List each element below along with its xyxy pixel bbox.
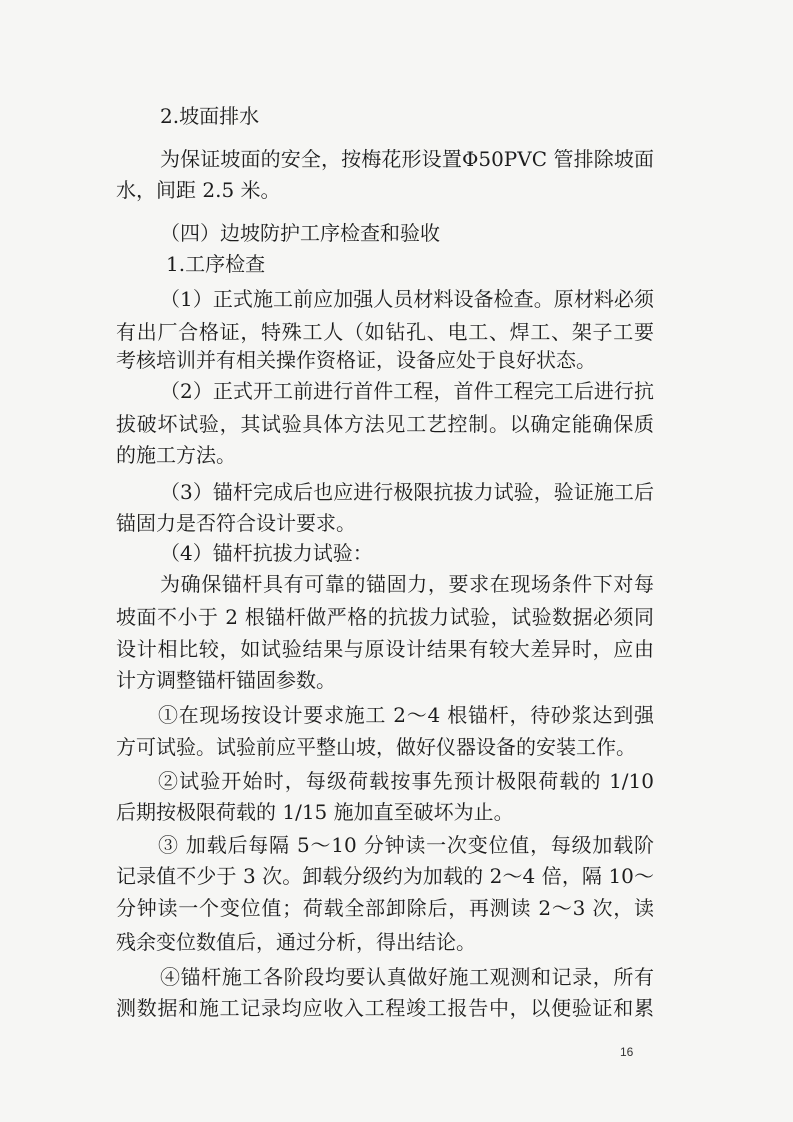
- paragraph-line: 拔破坏试验，其试验具体方法见工艺控制。以确定能确保质: [116, 412, 654, 436]
- paragraph-line: 测数据和施工记录均应收入工程竣工报告中，以便验证和累: [116, 996, 654, 1020]
- paragraph-line: 残余变位数值后，通过分析，得出结论。: [116, 930, 476, 954]
- paragraph-line: 方可试验。试验前应平整山坡，做好仪器设备的安装工作。: [116, 735, 636, 759]
- paragraph-line: 坡面不小于 2 根锚杆做严格的抗拔力试验，试验数据必须同: [116, 605, 654, 629]
- section-heading-inspection: （四）边坡防护工序检查和验收: [160, 221, 440, 245]
- paragraph-line: （3）锚杆完成后也应进行极限抗拔力试验，验证施工后: [160, 480, 654, 504]
- heading-slope-drainage: 2.坡面排水: [160, 104, 260, 128]
- paragraph-line: 考核培训并有相关操作资格证，设备应处于良好状态。: [116, 348, 596, 372]
- paragraph-line: 水，间距 2.5 米。: [116, 178, 281, 202]
- paragraph-line: （1）正式施工前应加强人员材料设备检查。原材料必须: [160, 287, 654, 311]
- paragraph-line: 计方调整锚杆锚固参数。: [116, 668, 336, 692]
- paragraph-line: 为保证坡面的安全，按梅花形设置Φ50PVC 管排除坡面: [160, 147, 654, 171]
- paragraph-line: （2）正式开工前进行首件工程，首件工程完工后进行抗: [160, 379, 654, 403]
- paragraph-line: ②试验开始时，每级荷载按事先预计极限荷载的 1/10: [158, 769, 654, 793]
- paragraph-line: 为确保锚杆具有可靠的锚固力，要求在现场条件下对每: [160, 572, 654, 596]
- paragraph-line: 记录值不少于 3 次。卸载分级约为加载的 2～4 倍，隔 10～: [116, 864, 654, 888]
- paragraph-line: 分钟读一个变位值；荷载全部卸除后，再测读 2～3 次，读: [116, 896, 654, 920]
- paragraph-line: 锚固力是否符合设计要求。: [116, 511, 356, 535]
- page-number: 16: [620, 1045, 634, 1059]
- paragraph-line: （4）锚杆抗拔力试验：: [160, 541, 373, 565]
- paragraph-line: ③ 加载后每隔 5～10 分钟读一次变位值，每级加载阶: [158, 833, 654, 857]
- paragraph-line: 设计相比较，如试验结果与原设计结果有较大差异时，应由: [116, 637, 654, 661]
- paragraph-line: ④锚杆施工各阶段均要认真做好施工观测和记录，所有: [160, 965, 654, 989]
- subheading-process-check: 1.工序检查: [166, 252, 266, 276]
- paragraph-line: 有出厂合格证，特殊工人（如钻孔、电工、焊工、架子工要: [116, 320, 654, 344]
- paragraph-line: 后期按极限荷载的 1/15 施加直至破坏为止。: [116, 800, 514, 824]
- paragraph-line: 的施工方法。: [116, 443, 236, 467]
- paragraph-line: ①在现场按设计要求施工 2～4 根锚杆，待砂浆达到强: [158, 703, 654, 727]
